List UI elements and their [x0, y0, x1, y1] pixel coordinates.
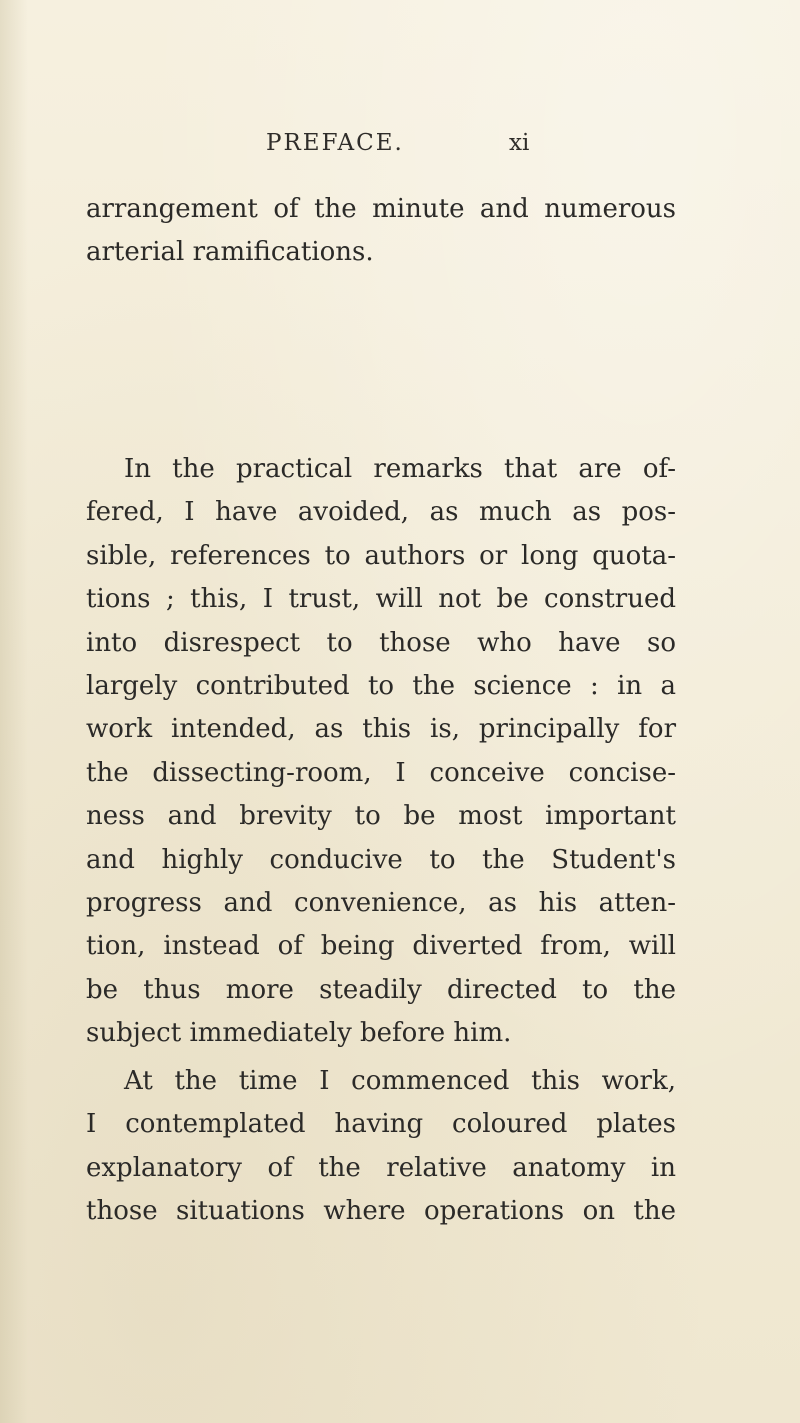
text-line: ness and brevity to be most important [86, 801, 676, 832]
text-line: subject immediately before him. [86, 1018, 512, 1049]
text-line: largely contributed to the science : in a [86, 670, 676, 701]
running-header: PREFACE. [266, 130, 404, 156]
text-line: and highly conducive to the Student's [86, 844, 676, 875]
paragraph-1 [86, 188, 676, 275]
text-line: sible, references to authors or long quota- [86, 540, 676, 571]
text-line: into disrespect to those who have so [86, 627, 676, 658]
text-line: explanatory of the relative anatomy in [86, 1152, 676, 1183]
text-line: be thus more steadily directed to the [86, 974, 676, 1005]
paragraph-3 [86, 1060, 676, 1234]
text-line: At the time I commenced this work, [124, 1066, 676, 1096]
text-line: work intended, as this is, principally for [86, 714, 676, 745]
text-line: the dissecting-room, I conceive concise- [86, 757, 676, 788]
text-line: progress and convenience, as his atten- [86, 887, 676, 918]
text-line: arterial ramifications. [86, 237, 374, 268]
text-line: In the practical remarks that are of- [124, 454, 676, 484]
text-line: arrangement of the minute and numerous [86, 194, 676, 224]
text-line: I contemplated having coloured plates [86, 1109, 676, 1140]
text-line: tion, instead of being diverted from, will [86, 931, 676, 962]
page-gutter-shadow [0, 0, 28, 1423]
page-number: xi [509, 130, 530, 156]
text-line: fered, I have avoided, as much as pos- [86, 497, 676, 528]
paragraph-2 [86, 448, 676, 1055]
text-line: those situations where operations on the [86, 1196, 676, 1227]
text-line: tions ; this, I trust, will not be construed [86, 584, 676, 615]
